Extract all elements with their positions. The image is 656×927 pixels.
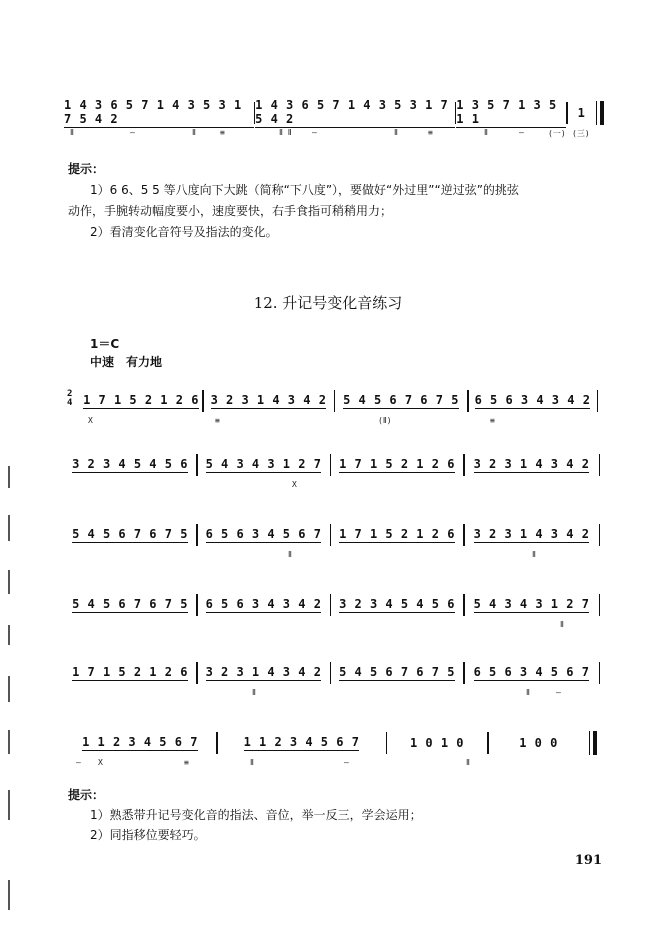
fingering-marks bbox=[64, 758, 604, 772]
fingering-mark: ≡ bbox=[428, 128, 433, 137]
measure-notes: 5 4 5 6 7 6 7 5 bbox=[72, 527, 188, 541]
final-barline bbox=[596, 101, 605, 125]
measure-notes: 6 5 6 3 4 5 6 7 bbox=[473, 665, 590, 679]
fingering-mark: Ⅱ bbox=[250, 758, 254, 767]
measure bbox=[204, 390, 334, 412]
fingering-mark: Ⅱ Ⅱ bbox=[279, 128, 292, 137]
measure bbox=[335, 390, 467, 412]
measure bbox=[198, 524, 330, 546]
measure bbox=[465, 594, 599, 616]
measure bbox=[568, 102, 596, 124]
measure-notes: 3 2 3 1 4 3 4 2 bbox=[473, 527, 590, 541]
fingering-mark: (三) bbox=[572, 129, 590, 138]
measure-notes: 1 1 2 3 4 5 6 7 bbox=[82, 735, 198, 749]
fingering-mark: — bbox=[344, 758, 349, 767]
staff-2 bbox=[64, 440, 604, 500]
measure-notes: 1 1 2 3 4 5 6 7 bbox=[243, 735, 360, 749]
measure-notes: 1 7 1 5 2 1 2 6 bbox=[339, 457, 455, 471]
measure-notes: 5 4 5 6 7 6 7 5 bbox=[72, 597, 188, 611]
fingering-mark: ≡ bbox=[220, 128, 225, 137]
final-barline bbox=[589, 731, 598, 755]
fingering-mark: ≡ bbox=[490, 416, 495, 425]
measure-notes: 1 0 1 0 bbox=[409, 736, 465, 750]
measure bbox=[198, 454, 330, 476]
fingering-marks bbox=[80, 416, 610, 430]
staff-5 bbox=[64, 648, 604, 708]
fingering-mark: Ⅱ bbox=[70, 128, 74, 137]
staff-1 bbox=[80, 376, 610, 436]
measure-notes: 3 2 3 4 5 4 5 6 bbox=[339, 597, 455, 611]
measure-notes: 1 4 3 6 5 7 1 4 3 5 3 1 7 5 4 2 bbox=[64, 98, 254, 128]
barline bbox=[599, 524, 601, 546]
fingering-marks bbox=[64, 550, 604, 564]
hint-line: 2）看清变化音符号及指法的变化。 bbox=[90, 225, 278, 239]
fingering-mark: ≡ bbox=[184, 758, 189, 767]
measure-notes: 6 5 6 3 4 3 4 2 bbox=[474, 393, 591, 407]
fingering-mark: Ⅱ bbox=[192, 128, 196, 137]
measure bbox=[64, 524, 196, 546]
barline bbox=[599, 454, 601, 476]
measure bbox=[64, 732, 216, 754]
barline bbox=[597, 390, 599, 412]
measure bbox=[331, 524, 463, 546]
measure-notes: 1 3 5 7 1 3 5 1 1 bbox=[456, 98, 566, 128]
fingering-mark: — bbox=[130, 128, 135, 137]
measure-notes: 5 4 3 4 3 1 2 7 bbox=[473, 597, 590, 611]
measure-notes: 1 0 0 bbox=[519, 736, 558, 750]
measure bbox=[64, 98, 254, 126]
measure-notes: 1 7 1 5 2 1 2 6 bbox=[339, 527, 455, 541]
measure bbox=[331, 662, 463, 684]
fingering-marks bbox=[64, 620, 604, 634]
scan-edge-mark bbox=[8, 466, 10, 488]
scan-edge-mark bbox=[8, 730, 10, 754]
measure bbox=[255, 98, 455, 126]
key-signature: 1＝C bbox=[90, 337, 120, 351]
fingering-mark: X bbox=[88, 416, 93, 425]
measure bbox=[387, 732, 487, 754]
fingering-mark: Ⅱ bbox=[560, 620, 564, 629]
fingering-mark: X bbox=[292, 480, 297, 489]
fingering-marks bbox=[64, 688, 604, 702]
time-signature bbox=[67, 390, 72, 408]
measure-notes: 5 4 3 4 3 1 2 7 bbox=[205, 457, 322, 471]
hint-line: 2）同指移位要轻巧。 bbox=[90, 828, 206, 842]
measure-notes: 6 5 6 3 4 3 4 2 bbox=[205, 597, 322, 611]
measure bbox=[456, 98, 566, 126]
scan-edge-mark bbox=[8, 570, 10, 594]
fingering-mark: Ⅱ bbox=[252, 688, 256, 697]
measure-notes: 5 4 5 6 7 6 7 5 bbox=[339, 665, 455, 679]
fingering-mark: (一) bbox=[548, 129, 566, 138]
measure-notes: 1 bbox=[577, 106, 586, 120]
fingering-mark: — bbox=[519, 128, 524, 137]
staff-3 bbox=[64, 510, 604, 570]
hint-line: 1）熟悉带升记号变化音的指法、音位，举一反三，学会运用； bbox=[90, 808, 422, 822]
measure bbox=[80, 390, 202, 412]
scan-edge-mark bbox=[8, 625, 10, 645]
fingering-mark: Ⅱ bbox=[394, 128, 398, 137]
fingering-mark: — bbox=[556, 688, 561, 697]
measure bbox=[465, 454, 599, 476]
time-signature-top: 2 bbox=[67, 389, 73, 399]
fingering-mark: — bbox=[312, 128, 317, 137]
hint-title: 提示： bbox=[68, 788, 105, 802]
measure-notes: 3 2 3 1 4 3 4 2 bbox=[210, 393, 327, 407]
measure-notes: 3 2 3 1 4 3 4 2 bbox=[473, 457, 590, 471]
measure bbox=[489, 732, 589, 754]
staff-6 bbox=[64, 718, 604, 778]
scan-edge-mark bbox=[8, 790, 10, 820]
measure bbox=[64, 454, 196, 476]
barline bbox=[599, 594, 601, 616]
time-signature-bottom: 4 bbox=[67, 398, 73, 408]
fingering-mark: Ⅱ bbox=[288, 550, 292, 559]
fingering-mark: Ⅱ bbox=[526, 688, 530, 697]
measure-notes: 6 5 6 3 4 5 6 7 bbox=[205, 527, 322, 541]
measure bbox=[465, 524, 599, 546]
hint-title: 提示： bbox=[68, 162, 105, 176]
measure bbox=[218, 732, 386, 754]
measure bbox=[64, 594, 196, 616]
measure-notes: 3 2 3 4 5 4 5 6 bbox=[72, 457, 188, 471]
piece-title: 12. 升记号变化音练习 bbox=[253, 294, 403, 312]
staff-4 bbox=[64, 580, 604, 640]
hint-line: 动作，手腕转动幅度要小，速度要快，右手食指可稍稍用力； bbox=[68, 204, 393, 218]
scan-edge-mark bbox=[8, 515, 10, 541]
fingering-marks bbox=[64, 128, 604, 142]
measure bbox=[469, 390, 597, 412]
hint-line: 1）6 6、5 5 等八度向下大跳（简称“下八度”），要做好“外过里”“逆过弦”的挑弦 bbox=[90, 183, 519, 197]
scan-edge-mark bbox=[8, 880, 10, 910]
barline bbox=[599, 662, 601, 684]
measure-notes: 1 4 3 6 5 7 1 4 3 5 3 1 7 5 4 2 bbox=[255, 98, 455, 128]
measure-notes: 3 2 3 1 4 3 4 2 bbox=[205, 665, 322, 679]
fingering-mark: Ⅱ bbox=[484, 128, 488, 137]
measure bbox=[64, 662, 196, 684]
fingering-mark: — bbox=[76, 758, 81, 767]
top-staff bbox=[64, 88, 604, 148]
scan-edge-mark bbox=[8, 676, 10, 702]
measure bbox=[198, 594, 330, 616]
fingering-mark: X bbox=[98, 758, 103, 767]
fingering-mark: (Ⅱ) bbox=[378, 416, 392, 425]
measure bbox=[331, 594, 463, 616]
fingering-mark: ≡ bbox=[215, 416, 220, 425]
measure bbox=[331, 454, 463, 476]
measure bbox=[198, 662, 330, 684]
tempo-marking: 中速 有力地 bbox=[90, 355, 163, 369]
measure-notes: 5 4 5 6 7 6 7 5 bbox=[343, 393, 459, 407]
measure bbox=[465, 662, 599, 684]
measure-notes: 1 7 1 5 2 1 2 6 bbox=[72, 665, 188, 679]
fingering-marks bbox=[64, 480, 604, 494]
fingering-mark: Ⅱ bbox=[466, 758, 470, 767]
page-number: 191 bbox=[574, 853, 602, 868]
measure-notes: 1 7 1 5 2 1 2 6 bbox=[83, 393, 199, 407]
fingering-mark: Ⅱ bbox=[532, 550, 536, 559]
